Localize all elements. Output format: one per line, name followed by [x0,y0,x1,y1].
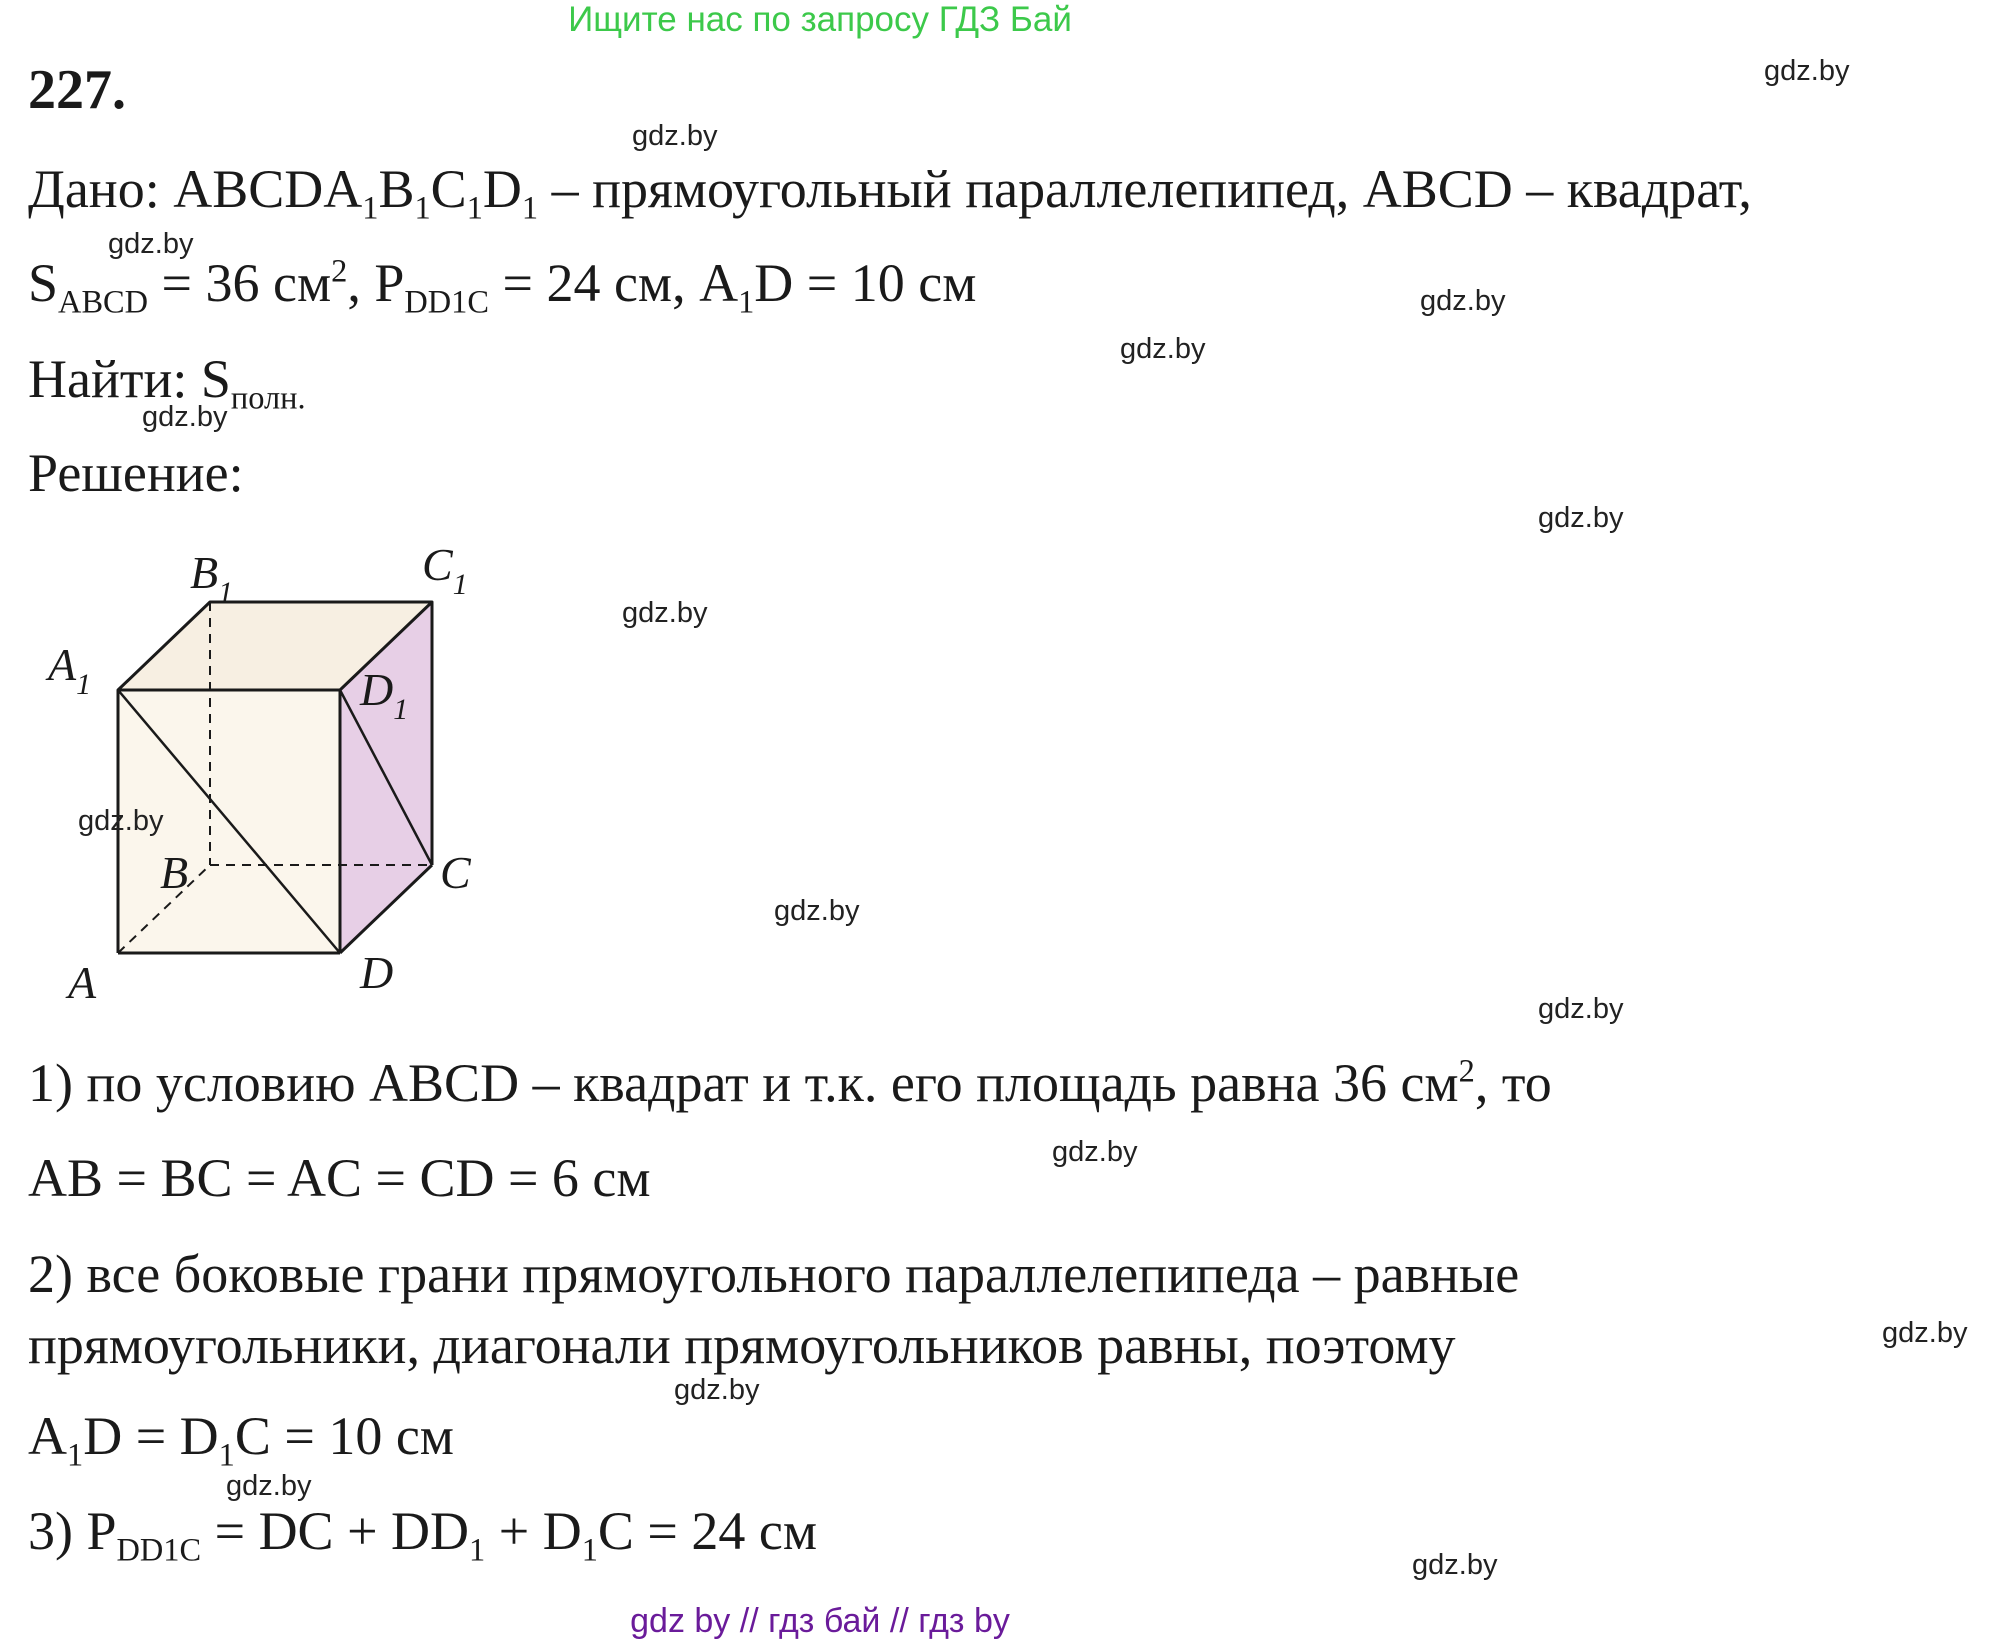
watermark: gdz.by [1412,1549,1498,1581]
sup: 2 [331,253,348,290]
step1-line-2: AB = BC = AC = CD = 6 см [28,1148,651,1208]
sub: полн. [230,380,306,417]
step-text: C = 24 см [597,1501,818,1561]
sub: ABCD [58,284,149,321]
watermark: gdz.by [1538,993,1624,1025]
watermark: gdz.by [674,1374,760,1406]
watermark: gdz.by [1882,1317,1968,1349]
sup: 2 [1458,1053,1475,1090]
label-b1: $B_1$ [190,547,234,609]
sub: 1 [466,190,483,227]
label-d1: $D_1$ [360,664,409,726]
given-text: D = 10 см [754,253,977,313]
watermark: gdz.by [1764,55,1850,87]
given-text: C [430,159,467,219]
step-text: 1) по условию ABCD – квадрат и т.к. его площадь равна 36 см [28,1053,1459,1113]
sub: 1 [581,1532,598,1569]
sub: 1 [67,1437,84,1474]
solution-label: Решение: [28,443,244,503]
given-line-1 [28,159,1752,227]
watermark: gdz.by [1120,333,1206,365]
label-d: D [360,947,394,998]
sub: 1 [362,190,379,227]
sub: 1 [469,1532,486,1569]
step-text: C = 10 см [234,1406,454,1466]
watermark: gdz.by [774,895,860,927]
sub: 1 [521,190,539,227]
label-a: A [68,957,97,1008]
label-a1: $A_1$ [48,639,92,701]
given-rest: – прямоугольный параллелепипед, ABCD – квадрат, [538,159,1752,219]
watermark: gdz.by [1420,285,1506,317]
given-line-2 [28,253,977,321]
watermark: gdz.by [1538,502,1624,534]
watermark: gdz.by [632,120,718,152]
label-c1: $C_1$ [422,539,468,601]
step-text: + D [485,1501,582,1561]
watermark: gdz.by [142,401,228,433]
footer-links[interactable]: gdz by // гдз бай // гдз by [630,1602,1010,1640]
given-text: D [482,159,522,219]
step2-line-3 [28,1406,454,1474]
area-symbol: S [28,253,59,313]
step-text: 3) P [28,1501,117,1561]
given-text: = 36 см [148,253,332,313]
problem-number: 227. [28,59,126,121]
watermark: gdz.by [78,805,164,837]
label-b: B [160,847,189,898]
sub: DD1C [404,284,489,321]
sub: 1 [218,1437,235,1474]
watermark: gdz.by [108,228,194,260]
sub: 1 [414,190,431,227]
watermark: gdz.by [1052,1136,1138,1168]
find-text: Найти: S [28,349,231,409]
step2-line-2: прямоугольники, диагонали прямоугольников равны, поэтому [28,1315,1456,1375]
parallelepiped-figure [30,530,510,1020]
watermark: gdz.by [226,1470,312,1502]
step1-line-1 [28,1053,1552,1113]
step-text: A [28,1406,67,1466]
given-text: B [378,159,415,219]
given-text: , P [347,253,405,313]
label-c: C [440,847,471,898]
sub: DD1C [116,1532,202,1569]
sub: 1 [738,284,755,321]
watermark: gdz.by [622,597,708,629]
step-text: = DC + DD [201,1501,470,1561]
step2-line-1: 2) все боковые грани прямоугольного параллелепипеда – равные [28,1244,1520,1304]
step3-line [28,1501,818,1569]
step-text: D = D [83,1406,219,1466]
top-banner[interactable]: Ищите нас по запросу ГДЗ Бай [568,0,1072,39]
given-text: = 24 см, A [488,253,739,313]
step-text: , то [1474,1053,1552,1113]
given-prefix: Дано: ABCDA [28,159,363,219]
